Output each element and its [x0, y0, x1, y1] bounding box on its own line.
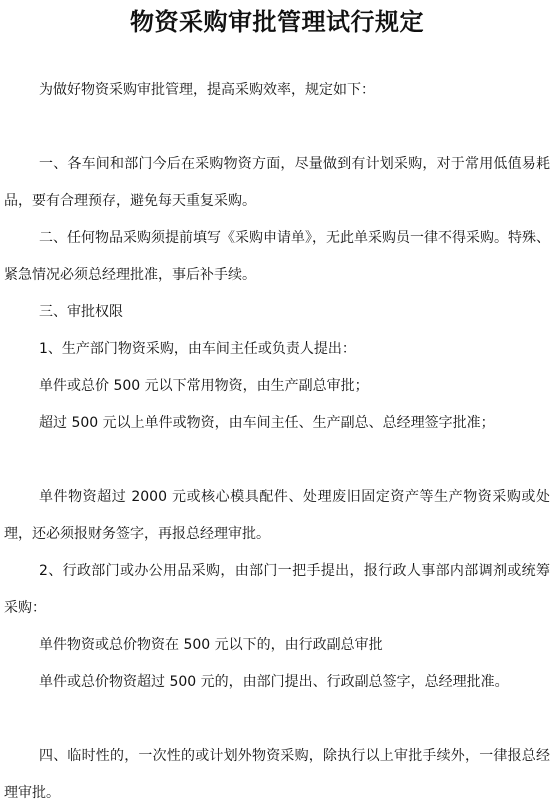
paragraph-item-1-a: 单件或总价 500 元以下常用物资，由生产副总审批； — [39, 378, 369, 394]
paragraph-item-2: 2、行政部门或办公用品采购，由部门一把手提出，报行政人事部内部调剂或统筹采购： — [4, 563, 550, 616]
paragraph-item-1: 1、生产部门物资采购，由车间主任或负责人提出： — [39, 341, 356, 357]
paragraph-item-2-b: 单件或总价物资超过 500 元的，由部门提出、行政副总签字，总经理批准。 — [39, 674, 509, 690]
paragraph-item-1-c: 单件物资超过 2000 元或核心模具配件、处理废旧固定资产等生产物资采购或处理，还必须报财务签字，再报总经理审批。 — [4, 489, 550, 542]
paragraph-section-3-heading: 三、审批权限 — [39, 304, 123, 320]
paragraph-item-2-a: 单件物资或总价物资在 500 元以下的，由行政副总审批 — [39, 637, 383, 653]
paragraph-section-4: 四、临时性的，一次性的或计划外物资采购，除执行以上审批手续外，一律报总经理审批。 — [4, 748, 550, 801]
paragraph-section-2: 二、任何物品采购须提前填写《采购申请单》，无此单采购员一律不得采购。特殊、紧急情况必须总经理批准，事后补手续。 — [4, 230, 550, 283]
paragraph-section-1: 一、各车间和部门今后在采购物资方面，尽量做到有计划采购，对于常用低值易耗品，要有合理预存，避免每天重复采购。 — [4, 156, 550, 209]
paragraph-intro: 为做好物资采购审批管理，提高采购效率，规定如下： — [39, 82, 375, 98]
paragraph-item-1-b: 超过 500 元以上单件或物资，由车间主任、生产副总、总经理签字批准； — [39, 415, 495, 431]
document-title: 物资采购审批管理试行规定 — [130, 7, 424, 36]
